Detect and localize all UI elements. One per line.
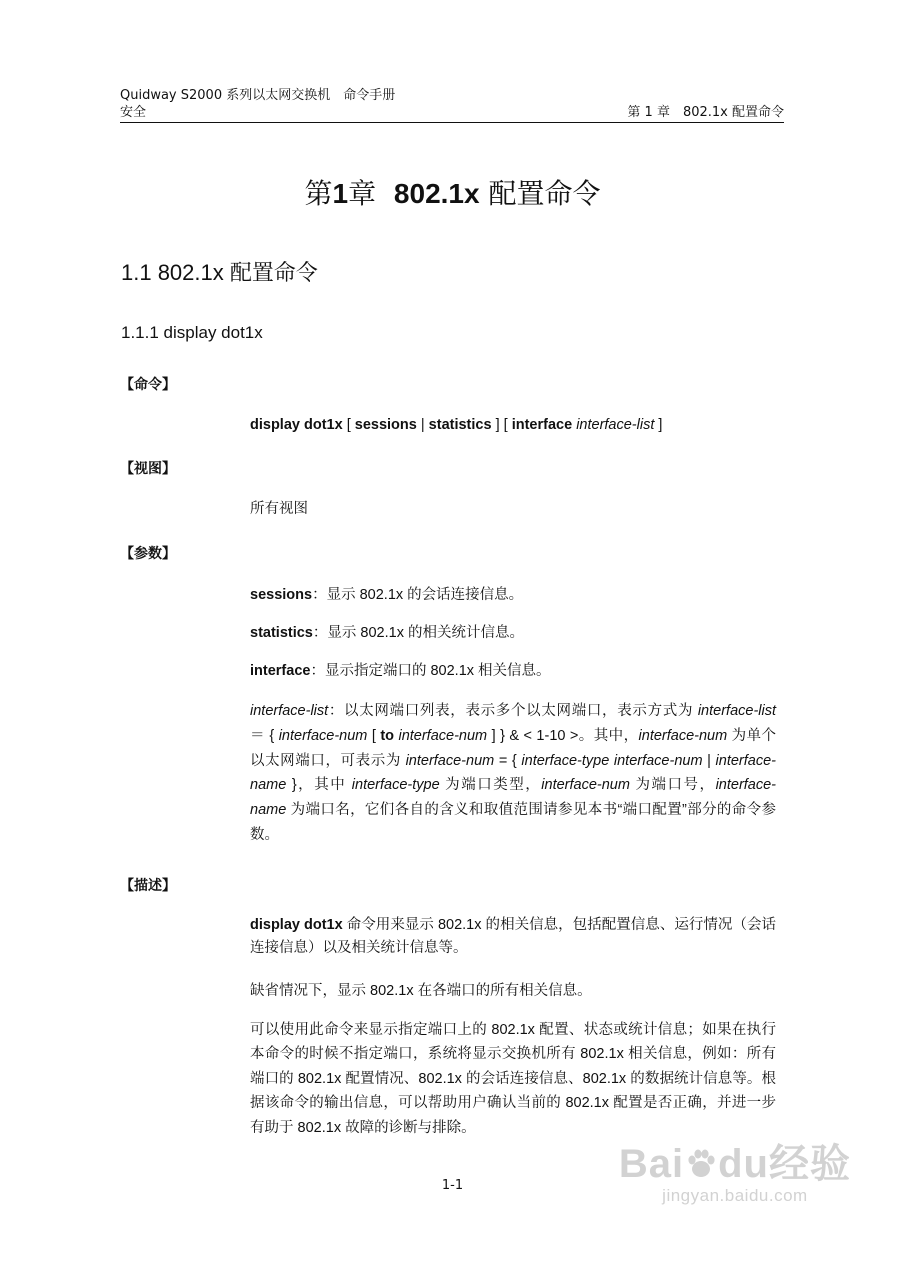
label-description: 【描述】 — [120, 878, 176, 894]
param-interface-list: interface-list：以太网端口列表，表示多个以太网端口，表示方式为 interface-list ＝ { interface-num [ to interface-num ] } & < 1-10 >。其中，interface-num 为单个以太网端口，可表示为 interface-num = { interface-type interface-num | interface-name }，其中 interface-type 为端口类型，interface-num 为端口号，interface-name 为端口名，它们各自的含义和取值范围请参见本书“端口配置”部分的命令参数。 — [250, 703, 781, 843]
label-command: 【命令】 — [120, 377, 176, 393]
watermark — [619, 1142, 851, 1206]
param-statistics: statistics：显示 802.1x 的相关统计信息。 — [250, 625, 524, 641]
command-syntax: display dot1x [ sessions | statistics ] [ interface interface-list ] — [250, 417, 663, 433]
page-number: 1-1 — [441, 1178, 464, 1193]
param-interface: interface：显示指定端口的 802.1x 相关信息。 — [250, 663, 551, 679]
param-sessions: sessions：显示 802.1x 的会话连接信息。 — [250, 587, 524, 603]
description-para-2: 缺省情况下，显示 802.1x 在各端口的所有相关信息。 — [250, 983, 592, 999]
subsection-title: 1.1.1 display dot1x — [121, 323, 263, 342]
description-para-3: 可以使用此命令来显示指定端口上的 802.1x 配置、状态或统计信息；如果在执行本命令的时候不指定端口，系统将显示交换机所有 802.1x 相关信息，例如：所有端口的 802.1x 配置情况、802.1x 的会话连接信息、802.1x 的数据统计信息等。根据该命令的输出信息，可以帮助用户确认当前的 802.1x 配置是否正确，并进一步有助于 802.1x 故障的诊断与排除。 — [250, 1022, 776, 1136]
baidu-paw-icon — [684, 1146, 718, 1180]
watermark-brand: Bai du经验 — [618, 1142, 851, 1186]
header-doc-title: Quidway S2000 系列以太网交换机 命令手册 — [120, 88, 396, 103]
header-rule — [120, 122, 784, 123]
header-chapter-name: 第 1 章 802.1x 配置命令 — [627, 105, 784, 120]
label-params: 【参数】 — [120, 546, 176, 562]
header-section-name: 安全 — [120, 105, 147, 120]
watermark-url: jingyan.baidu.com — [662, 1186, 808, 1205]
view-text: 所有视图 — [250, 501, 308, 517]
section-title: 1.1 802.1x 配置命令 — [121, 260, 318, 285]
chapter-title: 第1章 802.1x 配置命令 — [304, 177, 601, 210]
label-view: 【视图】 — [120, 461, 176, 477]
description-para-1: display dot1x 命令用来显示 802.1x 的相关信息，包括配置信息、运行情况（会话连接信息）以及相关统计信息等。 — [250, 917, 777, 956]
